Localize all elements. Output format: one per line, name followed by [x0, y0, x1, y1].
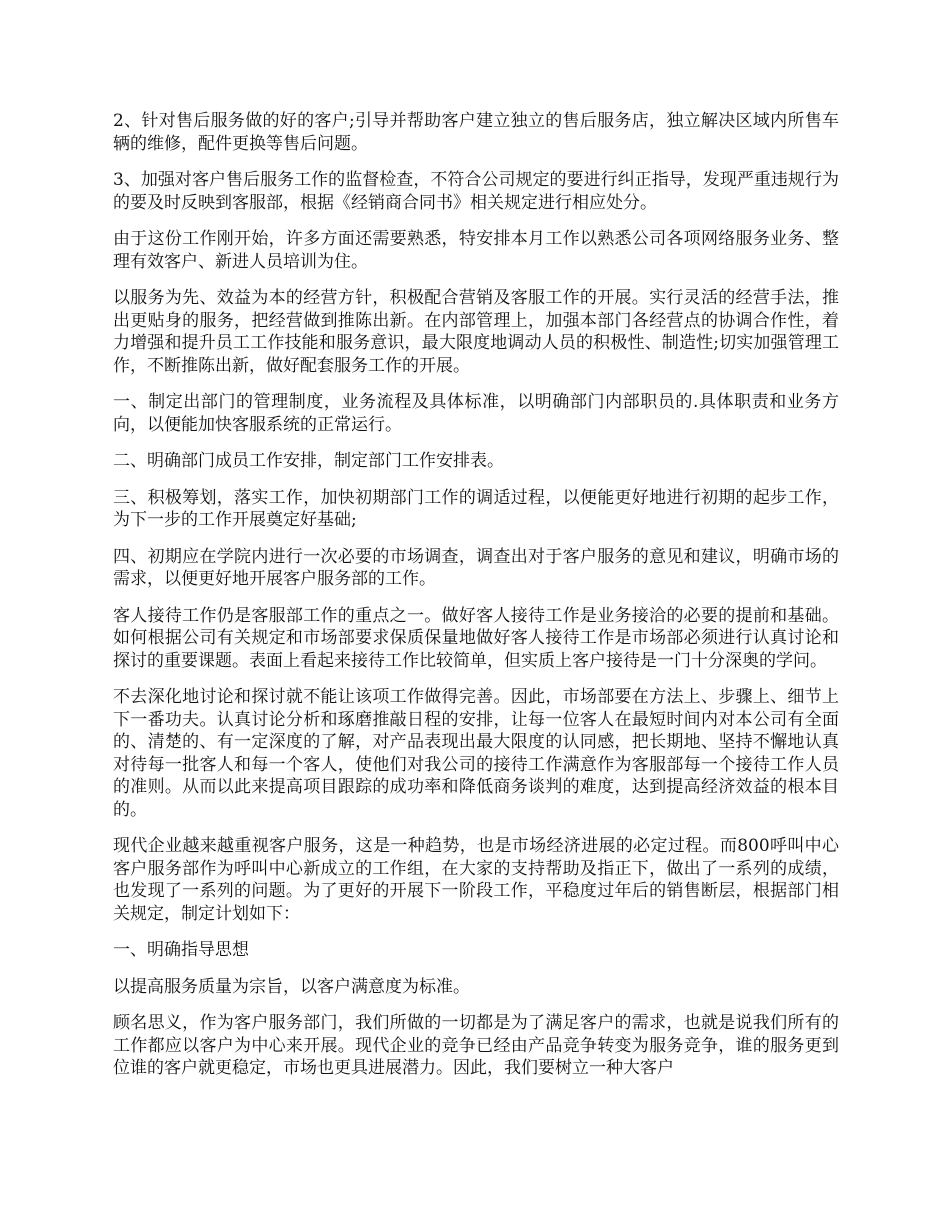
paragraph-10: 不去深化地讨论和探讨就不能让该项工作做得完善。因此，市场部要在方法上、步骤上、细节上下一番功夫。认真讨论分析和琢磨推敲日程的安排，让每一位客人在最短时间内对本公司有全面的、清楚的、有一定深度的了解，对产品表现出最大限度的认同感，把长期地、坚持不懈地认真对待每一批客人和每一个客人，使他们对我公司的接待工作满意作为客服部每一个接待工作人员的准则。从而以此来提高项目跟踪的成功率和降低商务谈判的难度，达到提高经济效益的根本目的。: [113, 687, 839, 820]
paragraph-1: 2、针对售后服务做的好的客户;引导并帮助客户建立独立的售后服务店，独立解决区域内所售车辆的维修，配件更换等售后问题。: [113, 111, 839, 154]
paragraph-3: 由于这份工作刚开始，许多方面还需要熟悉，特安排本月工作以熟悉公司各项网络服务业务、整理有效客户、新进人员培训为住。: [113, 229, 839, 272]
paragraph-14: 顾名思义，作为客户服务部门，我们所做的一切都是为了满足客户的需求，也就是说我们所有的工作都应以客户为中心来开展。现代企业的竞争已经由产品竞争转变为服务竞争，谁的服务更到位谁的客户就更稳定，市场也更具进展潜力。因此，我们要树立一种大客户: [113, 1013, 839, 1078]
paragraph-11: 现代企业越来越重视客户服务，这是一种趋势，也是市场经济进展的必定过程。而800呼叫中心客户服务部作为呼叫中心新成立的工作组，在大家的支持帮助及指正下，做出了一系列的成绩，也发现了一系列的问题。为了更好的开展下一阶段工作，平稳度过年后的销售断层，根据部门相关规定，制定计划如下：: [113, 836, 839, 924]
paragraph-13: 以提高服务质量为宗旨，以客户满意度为标准。: [113, 976, 470, 997]
document-body: [113, 110, 839, 1094]
paragraph-8: 四、初期应在学院内进行一次必要的市场调查，调查出对于客户服务的意见和建议，明确市场的需求，以便更好地开展客户服务部的工作。: [113, 546, 839, 589]
paragraph-12: 一、明确指导思想: [113, 940, 249, 960]
paragraph-2: 3、加强对客户售后服务工作的监督检查，不符合公司规定的要进行纠正指导，发现严重违规行为的要及时反映到客服部，根据《经销商合同书》相关规定进行相应处分。: [113, 170, 839, 213]
paragraph-4: 以服务为先、效益为本的经营方针，积极配合营销及客服工作的开展。实行灵活的经营手法，推出更贴身的服务，把经营做到推陈出新。在内部管理上，加强本部门各经营点的协调合作性，着力增强和提升员工工作技能和服务意识，最大限度地调动人员的积极性、制造性;切实加强管理工作，不断推陈出新，做好配套服务工作的开展。: [113, 288, 839, 376]
paragraph-7: 三、积极筹划，落实工作，加快初期部门工作的调适过程，以便能更好地进行初期的起步工作，为下一步的工作开展奠定好基础;: [113, 487, 839, 530]
paragraph-9: 客人接待工作仍是客服部工作的重点之一。做好客人接待工作是业务接洽的必要的提前和基础。如何根据公司有关规定和市场部要求保质保量地做好客人接待工作是市场部必须进行认真讨论和探讨的重要课题。表面上看起来接待工作比较简单，但实质上客户接待是一门十分深奥的学问。: [113, 605, 839, 671]
paragraph-6: 二、明确部门成员工作安排，制定部门工作安排表。: [113, 451, 504, 471]
paragraph-5: 一、制定出部门的管理制度，业务流程及具体标准，以明确部门内部职员的.具体职责和业务方向，以便能加快客服系统的正常运行。: [113, 392, 839, 435]
